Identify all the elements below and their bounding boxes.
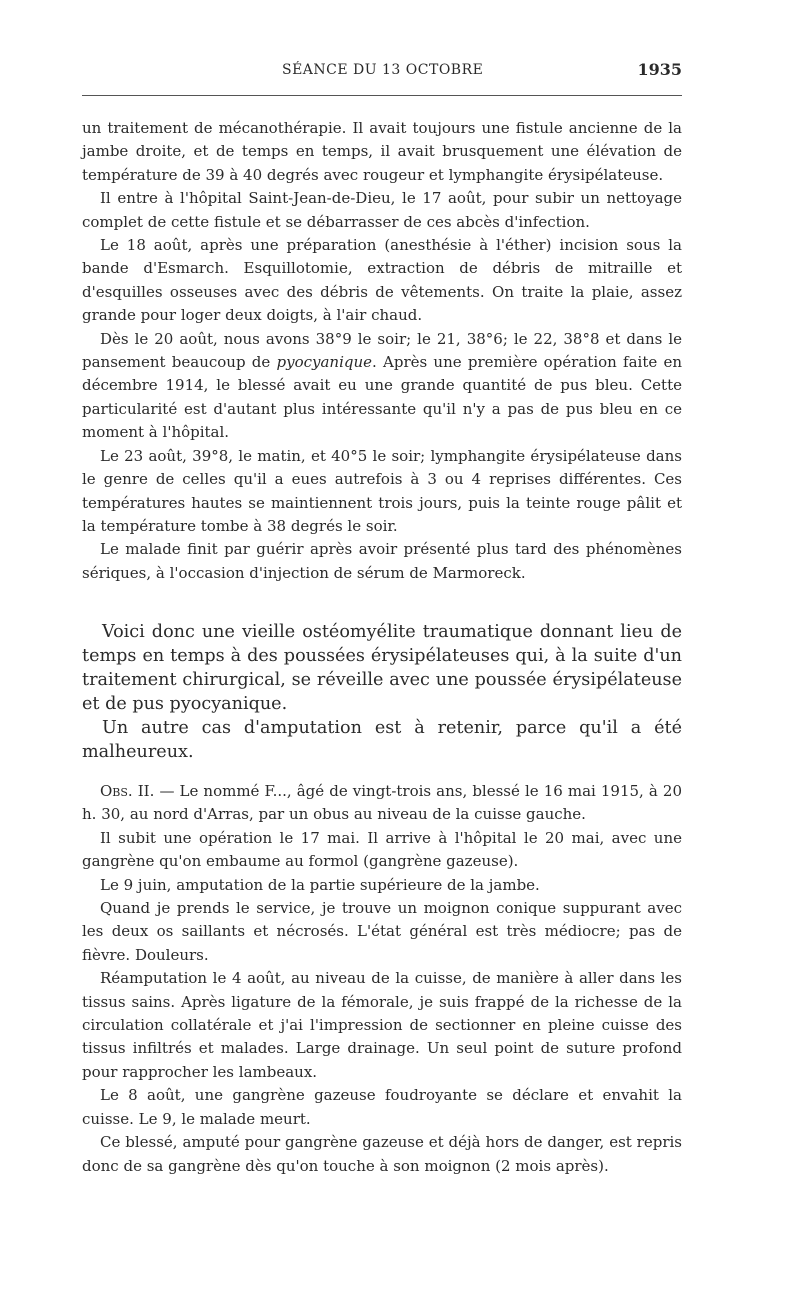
observation-label: Obs. II. — [100, 782, 155, 800]
page-header — [82, 58, 682, 88]
paragraph: Il subit une opération le 17 mai. Il arrive à l'hôpital le 20 mai, avec une gangrène qu'on embaume au formol (gangrène gazeuse). — [82, 828, 682, 871]
observation-block — [82, 780, 682, 1178]
paragraph: Le malade finit par guérir après avoir présenté plus tard des phénomènes sériques, à l'occasion d'injection de sérum de Marmoreck. — [82, 540, 682, 582]
paragraph: Un autre cas d'amputation est à retenir, parce qu'il a été malheureux. — [82, 718, 682, 762]
text-run: Dès le 20 août, nous avons 38°9 le soir; le 21, 38°6; le 22, 38°8 et dans le pansement beaucoup de — [82, 329, 682, 372]
paragraph: Quand je prends le service, je trouve un moignon conique suppurant avec les deux os saillants et nécrosés. L'état général est très médiocre; pas de fièvre. Douleurs. — [82, 899, 682, 964]
paragraph: Voici donc une vieille ostéomyélite traumatique donnant lieu de temps en temps à des poussées érysipélateuses qui, à la suite d'un traitement chirurgical, se réveille avec une poussée érysipélateuse et de pus pyocyanique. — [82, 622, 682, 714]
paragraph: Le 23 août, 39°8, le matin, et 40°5 le soir; lymphangite érysipélateuse dans le genre de celles qu'il a eues autrefois à 3 ou 4 reprises différentes. Ces températures hautes se maintiennent trois jours, puis la teinte rouge pâlit et la température tombe à 38 degrés le soir. — [82, 446, 682, 535]
page-number: 1935 — [637, 60, 682, 79]
text-run: — Le nommé F..., âgé de vingt-trois ans, blessé le 16 mai 1915, à 20 h. 30, au nord d'Arras, par un obus au niveau de la cuisse gauche. — [82, 782, 682, 824]
header-rule — [82, 95, 682, 96]
case-report-block — [82, 117, 682, 585]
paragraph: un traitement de mécanothérapie. Il avait toujours une fistule ancienne de la jambe droite, et de temps en temps, il avait brusquement une élévation de température de 39 à 40 degrés avec rougeur et lymphangite érysipélateuse. — [82, 119, 682, 184]
paragraph — [82, 328, 682, 445]
italic-term: pyocyanique — [276, 353, 373, 372]
paragraph — [82, 780, 682, 827]
paragraph: Réamputation le 4 août, au niveau de la cuisse, de manière à aller dans les tissus sains. Après ligature de la fémorale, je suis frappé de la richesse de la circulation collatérale et j'ai l'impression de sectionner en pleine cuisse des tissus infiltrés et malades. Large drainage. Un seul point de suture profond pour rapprocher les lambeaux. — [82, 969, 682, 1081]
paragraph: Ce blessé, amputé pour gangrène gazeuse et déjà hors de danger, est repris donc de sa gangrène dès qu'on touche à son moignon (2 mois après). — [82, 1133, 682, 1175]
paragraph: Il entre à l'hôpital Saint-Jean-de-Dieu, le 17 août, pour subir un nettoyage complet de cette fistule et se débarrasser de ces abcès d'infection. — [82, 189, 682, 231]
running-title: SÉANCE DU 13 OCTOBRE — [282, 62, 484, 78]
paragraph: Le 18 août, après une préparation (anesthésie à l'éther) incision sous la bande d'Esmarch. Esquillotomie, extraction de débris de mitraille et d'esquilles osseuses avec des débris de vêtements. On traite la plaie, assez grande pour loger deux doigts, à l'air chaud. — [82, 236, 682, 325]
paragraph: Le 9 juin, amputation de la partie supérieure de la jambe. — [100, 875, 540, 894]
commentary-block — [82, 620, 682, 764]
text-run: . Après une première opération faite en décembre 1914, le blessé avait eu une grande quantité de pus bleu. Cette particularité est d'autant plus intéressante qu'il n'y a pas de pus bleu en ce moment à l'hôpital. — [82, 353, 682, 442]
paragraph: Le 8 août, une gangrène gazeuse foudroyante se déclare et envahit la cuisse. Le 9, le malade meurt. — [82, 1086, 682, 1128]
